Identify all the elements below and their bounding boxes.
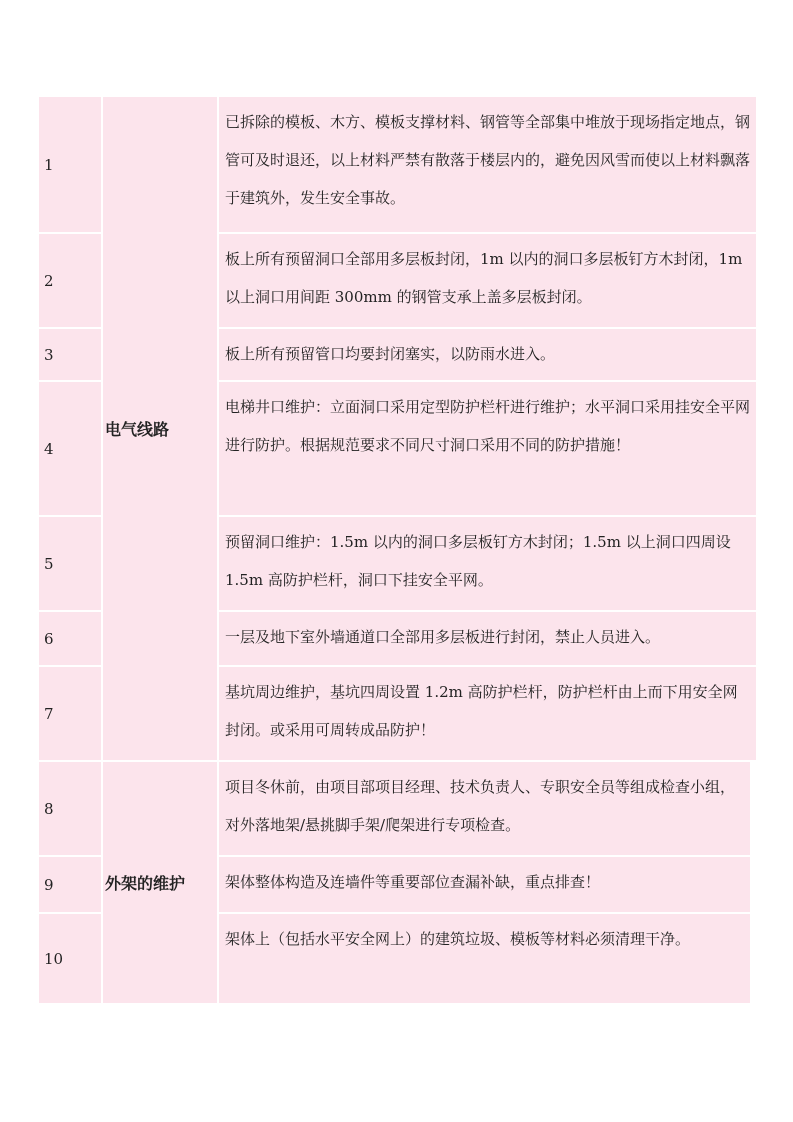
row-description: 架体整体构造及连墙件等重要部位查漏补缺，重点排查！ xyxy=(219,857,750,912)
category-cell: 外架的维护 xyxy=(103,762,217,1003)
row-description: 架体上（包括水平安全网上）的建筑垃圾、模板等材料必须清理干净。 xyxy=(219,914,750,1003)
row-description: 一层及地下室外墙通道口全部用多层板进行封闭，禁止人员进入。 xyxy=(219,612,756,665)
row-number: 1 xyxy=(39,97,101,232)
row-number: 5 xyxy=(39,517,101,610)
row-number: 4 xyxy=(39,382,101,515)
row-description: 预留洞口维护：1.5m 以内的洞口多层板钉方木封闭；1.5m 以上洞口四周设 1.5m 高防护栏杆，洞口下挂安全平网。 xyxy=(219,517,756,610)
row-number: 8 xyxy=(39,762,101,855)
row-number: 9 xyxy=(39,857,101,912)
row-description: 板上所有预留洞口全部用多层板封闭，1m 以内的洞口多层板钉方木封闭，1m 以上洞口用间距 300mm 的钢管支承上盖多层板封闭。 xyxy=(219,234,756,327)
row-description: 基坑周边维护，基坑四周设置 1.2m 高防护栏杆，防护栏杆由上而下用安全网封闭。或采用可周转成品防护！ xyxy=(219,667,756,760)
row-description: 板上所有预留管口均要封闭塞实，以防雨水进入。 xyxy=(219,329,756,380)
row-description: 已拆除的模板、木方、模板支撑材料、钢管等全部集中堆放于现场指定地点，钢管可及时退还，以上材料严禁有散落于楼层内的，避免因风雪而使以上材料飘落于建筑外，发生安全事故。 xyxy=(219,97,756,232)
row-description: 电梯井口维护：立面洞口采用定型防护栏杆进行维护；水平洞口采用挂安全平网进行防护。根据规范要求不同尺寸洞口采用不同的防护措施！ xyxy=(219,382,756,515)
row-number: 3 xyxy=(39,329,101,380)
row-description: 项目冬休前，由项目部项目经理、技术负责人、专职安全员等组成检查小组，对外落地架/悬挑脚手架/爬架进行专项检查。 xyxy=(219,762,750,855)
row-number: 6 xyxy=(39,612,101,665)
category-cell: 电气线路 xyxy=(103,97,217,760)
row-number: 2 xyxy=(39,234,101,327)
row-number: 10 xyxy=(39,914,101,1003)
row-number: 7 xyxy=(39,667,101,760)
